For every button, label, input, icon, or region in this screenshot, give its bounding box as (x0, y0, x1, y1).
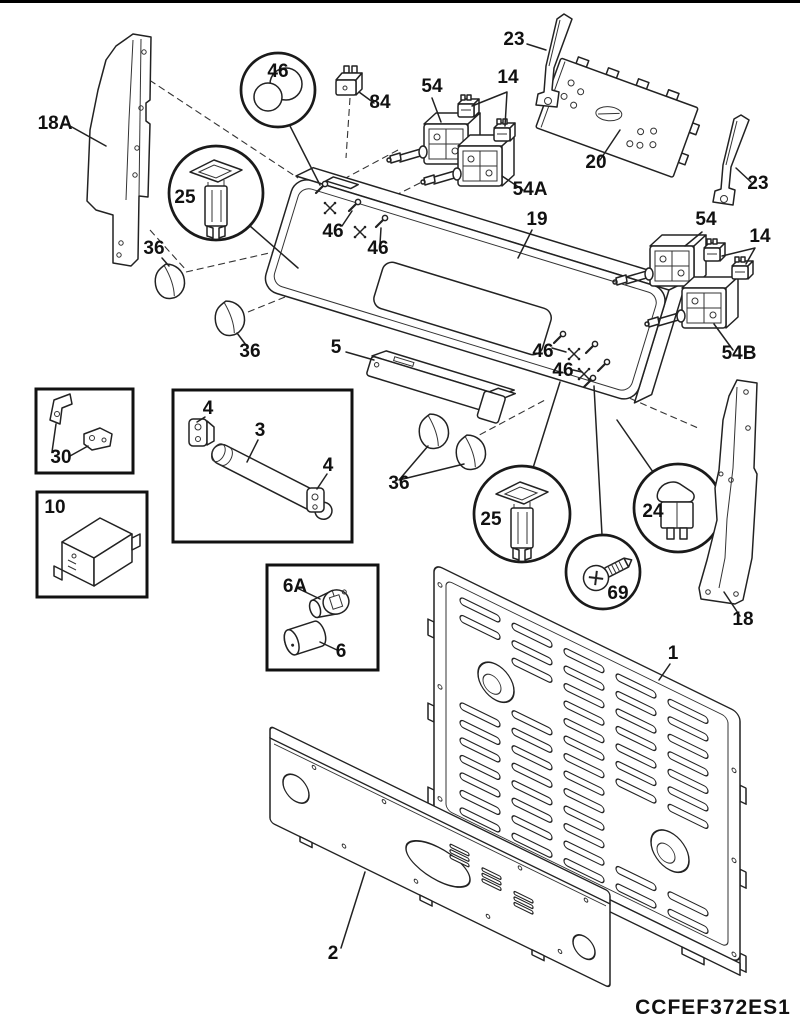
callout-25-2: 25 (480, 509, 502, 530)
part-connector-14-d (732, 257, 753, 279)
callout-30: 30 (50, 447, 72, 468)
callout-25-1: 25 (174, 187, 196, 208)
callout-4-2: 4 (322, 455, 334, 476)
part-clip-23-right (713, 115, 749, 205)
part-connector-14-c (704, 239, 725, 261)
model-code-text: CCFEF372ES1 (635, 996, 791, 1019)
part-left-side-bracket-18a (87, 34, 151, 266)
callout-6: 6 (335, 641, 347, 662)
part-knob-36-c (414, 410, 454, 452)
callout-10: 10 (44, 497, 66, 518)
callout-circle-69 (566, 535, 640, 609)
callout-20: 20 (585, 152, 607, 173)
callout-18: 18 (732, 609, 754, 630)
callout-36-1: 36 (143, 238, 165, 259)
callout-36-3: 36 (388, 473, 410, 494)
callout-36-2: 36 (239, 341, 261, 362)
callout-69: 69 (607, 583, 629, 604)
callout-46-2: 46 (322, 221, 344, 242)
part-control-board-20 (536, 51, 707, 179)
callout-2: 2 (327, 943, 339, 964)
part-knob-36-d (451, 431, 491, 473)
callout-18a: 18A (37, 113, 73, 134)
part-rocker-switch-84 (336, 66, 362, 95)
callout-46-1: 46 (267, 61, 289, 82)
callout-4-1: 4 (202, 398, 214, 419)
callout-24: 24 (642, 501, 664, 522)
callout-54b: 54B (721, 343, 757, 364)
callout-14-2: 14 (749, 226, 771, 247)
callout-5: 5 (330, 337, 342, 358)
callout-46-5: 46 (552, 360, 574, 381)
callout-3: 3 (254, 420, 266, 441)
part-control-panel-19 (262, 164, 687, 407)
callout-54a: 54A (512, 179, 548, 200)
part-knob-36-b (210, 297, 250, 339)
part-connector-14-a (458, 95, 479, 117)
callout-1: 1 (667, 643, 679, 664)
callout-84: 84 (369, 92, 391, 113)
callout-46-3: 46 (367, 238, 389, 259)
callout-6a: 6A (282, 576, 308, 597)
callout-46-4: 46 (532, 341, 554, 362)
callout-23-2: 23 (747, 173, 769, 194)
callout-23-1: 23 (503, 29, 525, 50)
callout-19: 19 (526, 209, 548, 230)
callout-14-1: 14 (497, 67, 519, 88)
callout-54-2: 54 (695, 209, 717, 230)
callout-54-1: 54 (421, 76, 443, 97)
